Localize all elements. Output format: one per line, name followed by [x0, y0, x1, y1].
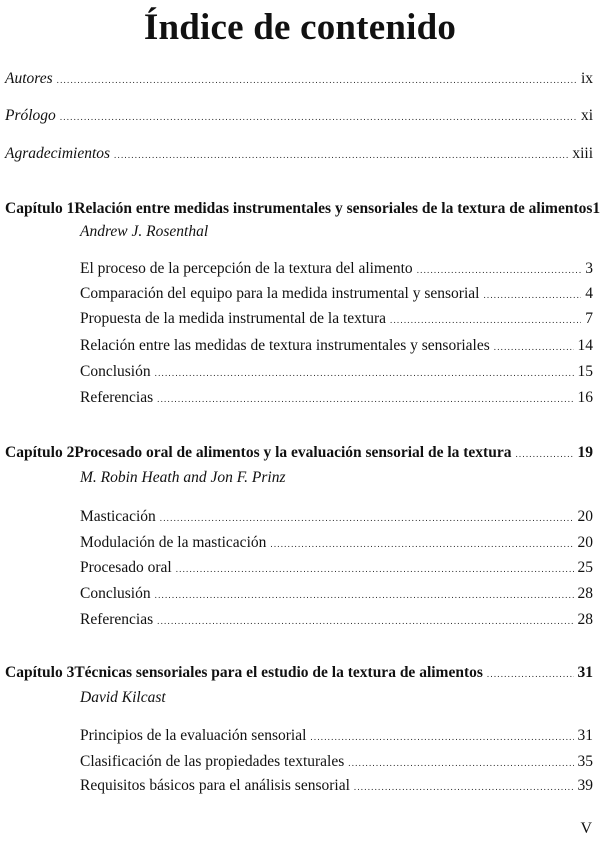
toc-section[interactable]: [80, 388, 593, 409]
toc-section[interactable]: [80, 752, 593, 773]
dot-leader: [515, 444, 573, 464]
section-page: 28: [577, 585, 593, 602]
section-title: Referencias: [80, 389, 154, 406]
chapter-2-author: M. Robin Heath and Jon F. Prinz: [80, 469, 286, 486]
entry-label: Prólogo: [5, 107, 56, 124]
section-page: 14: [577, 337, 593, 354]
dot-leader: [157, 611, 573, 631]
section-title: Principios de la evaluación sensorial: [80, 727, 307, 744]
chapter-3-heading[interactable]: [5, 663, 593, 684]
entry-page: xi: [580, 107, 593, 124]
section-page: 39: [577, 777, 593, 794]
section-page: 4: [585, 285, 593, 302]
section-title: Requisitos básicos para el análisis sensorial: [80, 777, 350, 794]
section-page: 20: [577, 508, 593, 525]
page-number: V: [580, 820, 592, 837]
dot-leader: [114, 145, 568, 165]
section-page: 31: [577, 727, 593, 744]
chapter-title: Técnicas sensoriales para el estudio de la textura de alimentos: [74, 664, 483, 681]
toc-entry-prologo[interactable]: [5, 106, 593, 127]
toc-section[interactable]: [80, 726, 593, 747]
section-title: Referencias: [80, 611, 154, 628]
chapter-title: Procesado oral de alimentos y la evaluación sensorial de la textura: [74, 444, 512, 461]
toc-section[interactable]: [80, 584, 593, 605]
section-page: 20: [577, 534, 593, 551]
dot-leader: [270, 534, 573, 554]
section-title: El proceso de la percepción de la textura del alimento: [80, 260, 413, 277]
section-page: 25: [577, 559, 593, 576]
section-title: Propuesta de la medida instrumental de la textura: [80, 310, 387, 327]
chapter-page: 19: [577, 444, 593, 461]
toc-section[interactable]: [80, 259, 593, 280]
toc-section[interactable]: [80, 284, 593, 305]
dot-leader: [354, 777, 574, 797]
dot-leader: [348, 753, 573, 773]
chapter-1-author: Andrew J. Rosenthal: [80, 223, 209, 240]
chapter-page: 31: [577, 664, 593, 681]
dot-leader: [160, 508, 574, 528]
dot-leader: [155, 585, 574, 605]
toc-entry-autores[interactable]: [5, 69, 593, 90]
toc-section[interactable]: [80, 309, 593, 330]
page-title: Índice de contenido: [143, 7, 457, 48]
toc-section[interactable]: [80, 558, 593, 579]
dot-leader: [390, 310, 581, 330]
section-title: Conclusión: [80, 585, 151, 602]
section-title: Procesado oral: [80, 559, 172, 576]
toc-entry-agradecimientos[interactable]: [5, 144, 593, 165]
chapter-page: 1: [592, 200, 600, 217]
section-title: Comparación del equipo para la medida instrumental y sensorial: [80, 285, 480, 302]
entry-label: Autores: [5, 70, 53, 87]
chapter-title: Relación entre medidas instrumentales y sensoriales de la textura de alimentos: [74, 200, 593, 217]
chapter-number: Capítulo 2: [5, 444, 75, 461]
chapter-1-heading[interactable]: [5, 199, 600, 219]
toc-section[interactable]: [80, 507, 593, 528]
chapter-2-heading[interactable]: [5, 443, 593, 464]
dot-leader: [155, 363, 574, 383]
dot-leader: [157, 389, 573, 409]
dot-leader: [417, 260, 582, 280]
dot-leader: [487, 664, 574, 684]
dot-leader: [57, 70, 577, 90]
toc-section[interactable]: [80, 533, 593, 554]
chapter-3-author: David Kilcast: [80, 689, 166, 706]
section-page: 7: [585, 310, 593, 327]
chapter-number: Capítulo 1: [5, 200, 75, 217]
dot-leader: [60, 107, 577, 127]
dot-leader: [310, 727, 573, 747]
toc-section[interactable]: [80, 776, 593, 797]
entry-label: Agradecimientos: [5, 145, 111, 162]
dot-leader: [176, 559, 574, 579]
toc-section[interactable]: [80, 362, 593, 383]
section-page: 35: [577, 753, 593, 770]
section-title: Modulación de la masticación: [80, 534, 267, 551]
toc-section[interactable]: [80, 336, 593, 357]
section-page: 15: [577, 363, 593, 380]
section-title: Conclusión: [80, 363, 151, 380]
dot-leader: [483, 285, 581, 305]
section-page: 3: [585, 260, 593, 277]
section-title: Clasificación de las propiedades texturales: [80, 753, 345, 770]
section-title: Relación entre las medidas de textura instrumentales y sensoriales: [80, 337, 490, 354]
section-page: 16: [577, 389, 593, 406]
chapter-number: Capítulo 3: [5, 664, 75, 681]
section-page: 28: [577, 611, 593, 628]
toc-section[interactable]: [80, 610, 593, 631]
entry-page: ix: [580, 70, 593, 87]
dot-leader: [494, 337, 574, 357]
entry-page: xiii: [572, 145, 593, 162]
section-title: Masticación: [80, 508, 156, 525]
